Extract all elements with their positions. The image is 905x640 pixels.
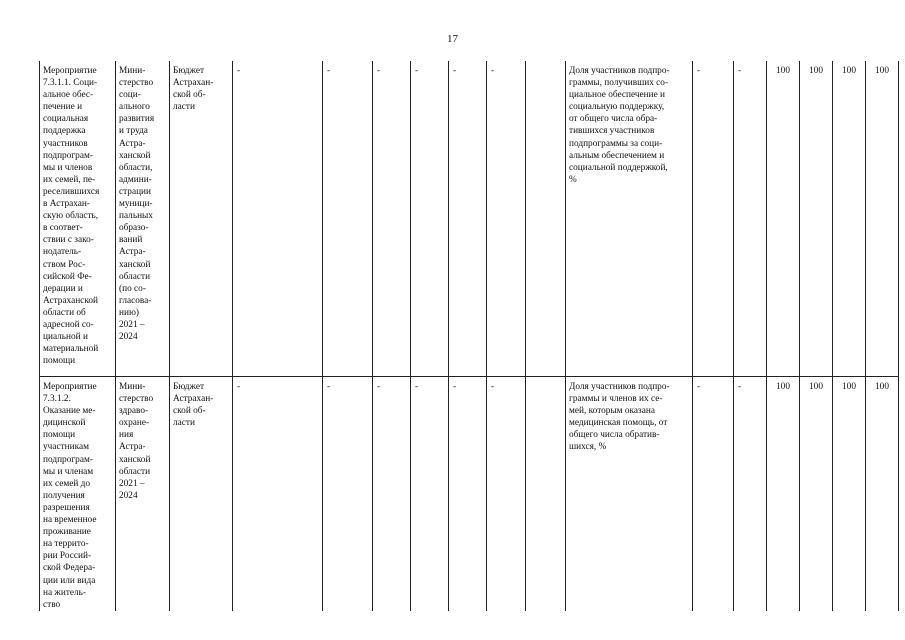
indicator-value-cell: 100 — [866, 377, 899, 611]
funding-source-cell: Бюджет Астрахан- ской об- ласти — [170, 377, 233, 611]
funding-cell: - — [487, 61, 526, 377]
executor-cell: Мини- стерство здраво- охране- ния Астра- ханской области 2021 – 2024 — [116, 377, 170, 611]
empty-cell — [526, 377, 566, 611]
funding-cell: - — [323, 61, 373, 377]
indicator-value-cell: 100 — [767, 61, 800, 377]
indicator-value-cell: 100 — [833, 61, 866, 377]
measure-cell: Мероприятие 7.3.1.2. Оказание ме- дицинской помощи участникам подпрограм- мы и членам их семей до получения разрешения на временное проживание на террито- рии Россий- ской Федера- ции или вида на житель- ство — [40, 377, 116, 611]
empty-cell — [526, 61, 566, 377]
funding-cell: - — [373, 377, 411, 611]
funding-cell: - — [449, 61, 487, 377]
table-row — [40, 377, 899, 611]
funding-cell: - — [449, 377, 487, 611]
indicator-value-cell: 100 — [800, 61, 833, 377]
funding-cell: - — [487, 377, 526, 611]
indicator-cell: Доля участников подпро- граммы, получивших со- циальное обеспечение и социальную поддержку, от общего числа обра- тившихся участников подпрограммы за соци- альным обеспечением и социальной поддержкой, % — [566, 61, 693, 377]
indicator-value-cell: 100 — [833, 377, 866, 611]
page-number: 17 — [447, 33, 458, 45]
indicator-value-cell: - — [693, 61, 734, 377]
indicator-value-cell: 100 — [800, 377, 833, 611]
indicator-value-cell: 100 — [866, 61, 899, 377]
indicator-value-cell: - — [693, 377, 734, 611]
funding-cell: - — [323, 377, 373, 611]
indicator-value-cell: 100 — [767, 377, 800, 611]
funding-cell: - — [411, 377, 449, 611]
funding-cell: - — [411, 61, 449, 377]
indicator-value-cell: - — [734, 61, 767, 377]
funding-cell: - — [373, 61, 411, 377]
indicator-cell: Доля участников подпро- граммы и членов их се- мей, которым оказана медицинская помощь, от общего числа обратив- шихся, % — [566, 377, 693, 611]
program-measures-table — [39, 61, 899, 611]
indicator-value-cell: - — [734, 377, 767, 611]
executor-cell: Мини- стерство соци- ального развития и труда Астра- ханской области, админи- страции муници- пальных образо- ваний Астра- ханской области (по со- гласова- нию) 2021 – 2024 — [116, 61, 170, 377]
funding-source-cell: Бюджет Астрахан- ской об- ласти — [170, 61, 233, 377]
measure-cell: Мероприятие 7.3.1.1. Соци- альное обес- печение и социальная поддержка участников подпрограм- мы и членов их семей, пе- реселившихся в Астрахан- скую область, в соответ- ствии с зако- нодатель- ством Рос- сийской Фе- дерации и Астраханской области об адресной со- циальной и материальной помощи — [40, 61, 116, 377]
funding-cell: - — [233, 377, 323, 611]
funding-cell: - — [233, 61, 323, 377]
table-row — [40, 61, 899, 377]
